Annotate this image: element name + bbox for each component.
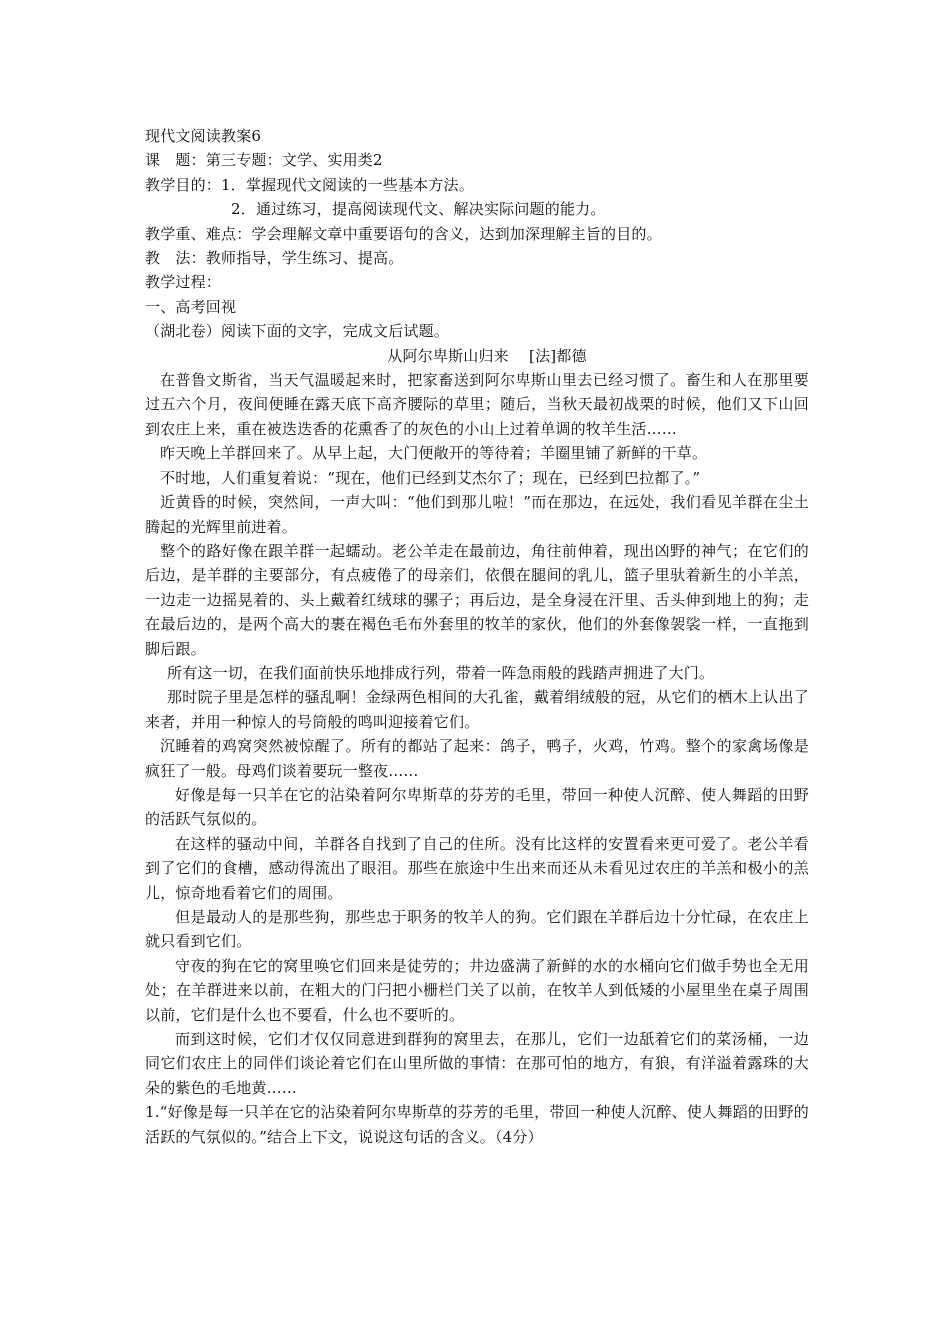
- article-title: 从阿尔卑斯山归来 [法]都德: [387, 346, 587, 365]
- teaching-objective-1: 教学目的：1．掌握现代文阅读的一些基本方法。: [145, 175, 474, 194]
- lesson-topic: 课 题：第三专题：文学、实用类2: [145, 151, 383, 170]
- article-paragraph: 近黄昏的时候，突然间，一声大叫：“他们到那儿啦！”而在那边，在远处，我们看见羊群在尘土腾起的光辉里前进着。: [145, 493, 809, 536]
- teaching-method: 教 法：教师指导，学生练习、提高。: [145, 249, 404, 268]
- article-paragraph: 在普鲁文斯省，当天气温暖起来时，把家畜送到阿尔卑斯山里去已经习惯了。畜生和人在那里要过五六个月，夜间便睡在露天底下高齐腰际的草里；随后，当秋天最初战栗的时候，他们又下山回到农庄上来，重在被迭迭香的花熏香了的灰色的小山上过着单调的牧羊生活……: [145, 371, 809, 438]
- article-paragraph: 不时地，人们重复着说：“现在，他们已经到艾杰尔了；现在，已经到巴拉都了。”: [160, 468, 701, 487]
- article-paragraph: 但是最动人的是那些狗，那些忠于职务的牧羊人的狗。它们跟在羊群后边十分忙碌，在农庄上就只看到它们。: [145, 908, 809, 951]
- article-paragraph: 那时院子里是怎样的骚乱啊！金绿两色相间的大孔雀，戴着绢绒般的冠，从它们的栖木上认出了来者，并用一种惊人的号筒般的鸣叫迎接着它们。: [145, 688, 809, 731]
- section-heading: 一、高考回视: [145, 297, 237, 316]
- article-paragraph: 好像是每一只羊在它的沾染着阿尔卑斯草的芬芳的毛里，带回一种使人沉醉、使人舞蹈的田野的活跃气氛似的。: [145, 785, 809, 829]
- key-points: 教学重、难点：学会理解文章中重要语句的含义，达到加深理解主旨的目的。: [145, 224, 662, 243]
- article-paragraph: 而到这时候，它们才仅仅同意进到群狗的窝里去，在那儿，它们一边舐着它们的菜汤桶，一边同它们农庄上的同伴们谈论着它们在山里所做的事情：在那可怕的地方，有狼，有洋溢着露珠的大朵的紫色的毛地黄……: [145, 1030, 809, 1097]
- article-paragraph: 在这样的骚动中间，羊群各自找到了自己的住所。没有比这样的安置看来更可爱了。老公羊看到了它们的食槽，感动得流出了眼泪。那些在旅途中生出来而还从未看见过农庄的羊羔和极小的羔儿，惊奇地看着它们的周围。: [145, 834, 809, 902]
- teaching-objective-2: 2．通过练习，提高阅读现代文、解决实际问题的能力。: [231, 200, 606, 219]
- article-paragraph: 整个的路好像在跟羊群一起蠕动。老公羊走在最前边，角往前伸着，现出凶野的神气；在它们的后边，是羊群的主要部分，有点疲倦了的母亲们，依偎在腿间的乳儿，篮子里驮着新生的小羊羔，一边走一边摇晃着的、头上戴着红绒球的骡子；再后边，是全身浸在汗里、舌头伸到地上的狗；走在最后边的，是两个高大的裹在褐色毛布外套里的牧羊的家伙，他们的外套像袈裟一样，一直拖到脚后跟。: [145, 541, 809, 658]
- article-paragraph: 昨天晚上羊群回来了。从早上起，大门便敞开的等待着；羊圈里铺了新鲜的干草。: [160, 444, 708, 463]
- document-title: 现代文阅读教案6: [145, 127, 262, 145]
- source-note: （湖北卷）阅读下面的文字，完成文后试题。: [145, 322, 450, 341]
- article-paragraph: 守夜的狗在它的窝里唤它们回来是徒劳的；井边盛满了新鲜的水的水桶向它们做手势也全无用处；在羊群进来以前，在粗大的门闩把小栅栏门关了以前，在牧羊人到低矮的小屋里坐在桌子周围以前，它们是什么也不要看，什么也不要听的。: [145, 956, 809, 1024]
- article-paragraph: 所有这一切，在我们面前快乐地排成行列，带着一阵急雨般的践踏声拥进了大门。: [167, 663, 715, 682]
- document-body: [145, 124, 809, 1149]
- article-paragraph: 沉睡着的鸡窝突然被惊醒了。所有的都站了起来：鸽子，鸭子，火鸡，竹鸡。整个的家禽场像是疯狂了一般。母鸡们谈着要玩一整夜……: [145, 737, 809, 780]
- question-1: 1.“好像是每一只羊在它的沾染着阿尔卑斯草的芬芳的毛里，带回一种使人沉醉、使人舞蹈的田野的活跃的气氛似的。”结合上下文，说说这句话的含义。（4分）: [145, 1103, 809, 1146]
- teaching-process-heading: 教学过程：: [145, 273, 222, 292]
